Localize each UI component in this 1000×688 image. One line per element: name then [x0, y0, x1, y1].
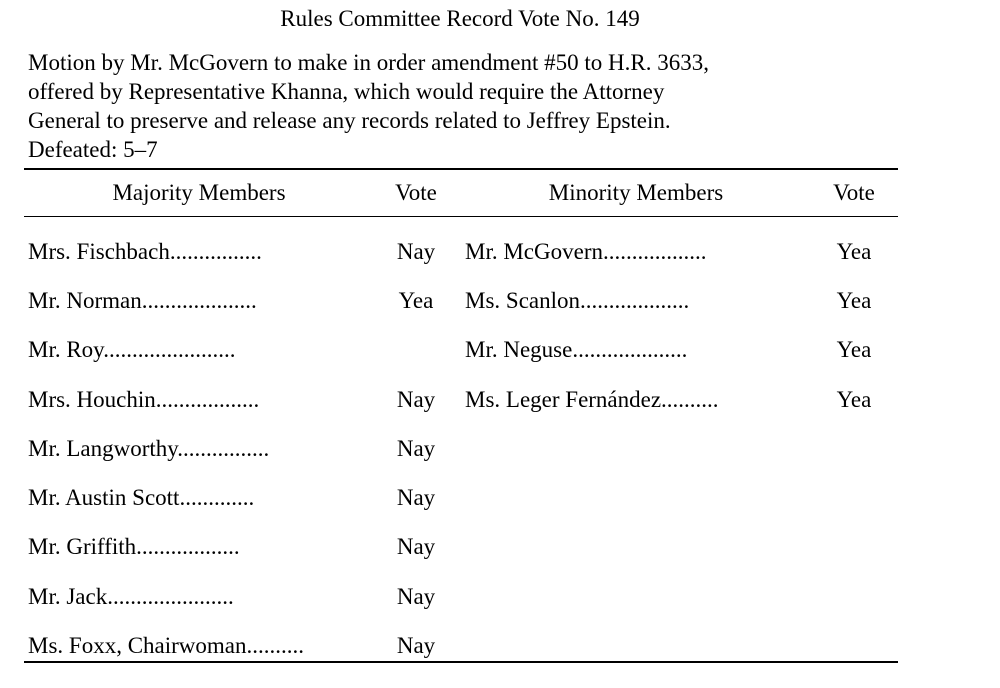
member-name: Ms. Scanlon...................	[465, 287, 690, 313]
minority-members-column	[465, 227, 893, 424]
table-row	[28, 473, 452, 522]
member-name: Mr. Griffith..................	[28, 534, 240, 560]
member-vote: Nay	[396, 633, 436, 659]
minority-vote-header: Vote	[833, 180, 875, 205]
member-vote: Nay	[396, 435, 436, 461]
member-name: Mr. Neguse....................	[465, 337, 688, 363]
table-top-rule	[24, 168, 898, 170]
table-row	[465, 326, 893, 375]
record-vote-title: Rules Committee Record Vote No. 149	[280, 6, 640, 31]
motion-result: Defeated: 5–7	[28, 137, 158, 162]
member-vote: Yea	[836, 238, 872, 264]
table-row	[28, 227, 452, 276]
header-rule	[24, 216, 898, 217]
motion-text	[28, 48, 908, 164]
motion-line: General to preserve and release any records related to Jeffrey Epstein.	[28, 108, 671, 133]
member-vote: Nay	[396, 238, 436, 264]
member-name: Mr. Langworthy................	[28, 435, 270, 461]
member-name: Mr. Austin Scott.............	[28, 485, 255, 511]
member-name: Mrs. Houchin..................	[28, 386, 260, 412]
table-bottom-rule	[24, 661, 898, 663]
member-vote: Nay	[396, 583, 436, 609]
majority-vote-header: Vote	[395, 180, 437, 205]
member-vote: Yea	[836, 287, 872, 313]
motion-line: Motion by Mr. McGovern to make in order amendment #50 to H.R. 3633,	[28, 50, 709, 75]
motion-line: offered by Representative Khanna, which would require the Attorney	[28, 79, 665, 104]
table-row	[28, 424, 452, 473]
table-row	[28, 375, 452, 424]
member-vote: Yea	[398, 287, 434, 313]
table-row	[28, 572, 452, 621]
majority-members-header: Majority Members	[112, 180, 286, 205]
member-vote: Nay	[396, 485, 436, 511]
member-name: Mr. Roy.......................	[28, 337, 236, 363]
minority-members-header: Minority Members	[548, 180, 724, 205]
table-row	[28, 276, 452, 325]
member-vote: Nay	[396, 534, 436, 560]
member-name: Mr. McGovern..................	[465, 238, 707, 264]
majority-members-column	[28, 227, 452, 671]
member-vote: Yea	[836, 337, 872, 363]
member-name: Ms. Foxx, Chairwoman..........	[28, 633, 304, 659]
table-row	[28, 326, 452, 375]
member-vote: Yea	[836, 386, 872, 412]
member-name: Mr. Norman....................	[28, 287, 257, 313]
member-vote: Nay	[396, 386, 436, 412]
member-name: Ms. Leger Fernández..........	[465, 386, 719, 412]
table-row	[465, 276, 893, 325]
member-name: Mr. Jack......................	[28, 583, 234, 609]
table-row	[465, 227, 893, 276]
table-row	[28, 523, 452, 572]
table-row	[465, 375, 893, 424]
member-name: Mrs. Fischbach................	[28, 238, 262, 264]
table-row	[28, 621, 452, 670]
